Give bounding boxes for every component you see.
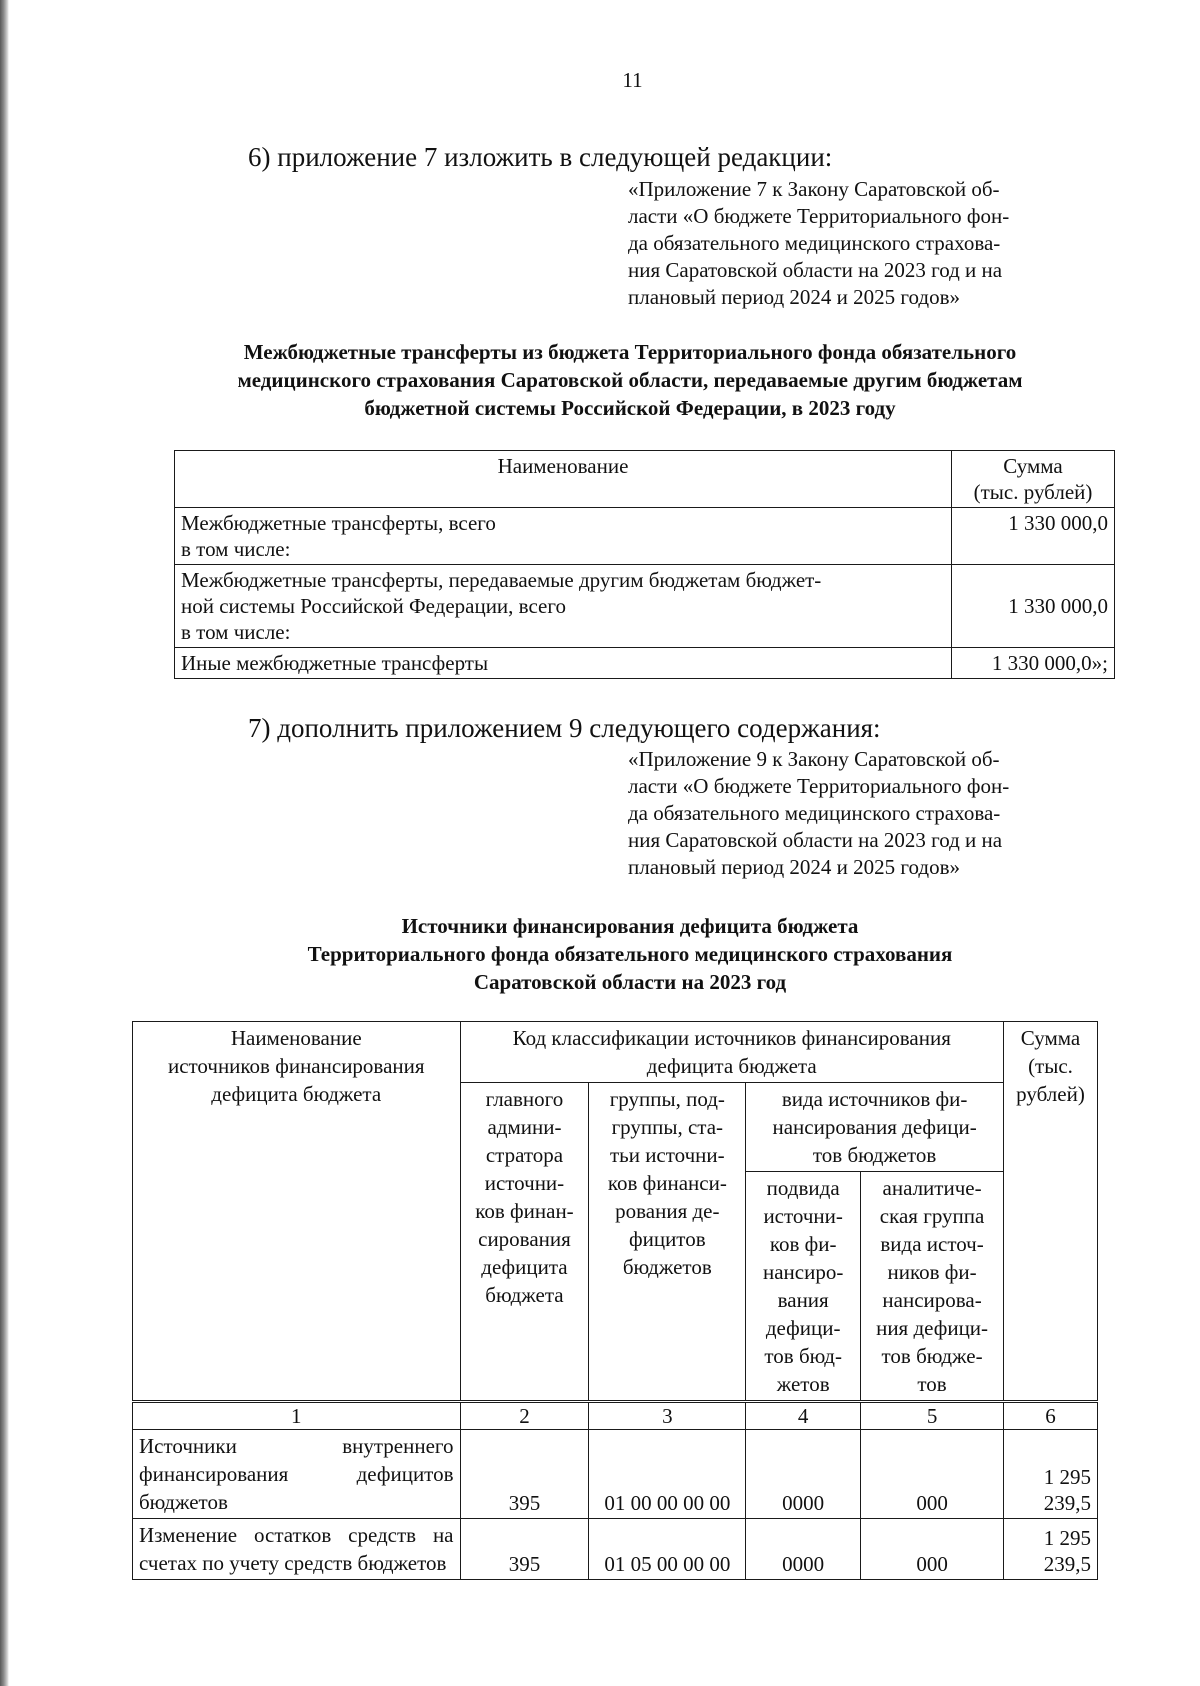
col-sum-header	[952, 451, 1115, 508]
header-line: вида источников фи-	[781, 1087, 968, 1111]
header-line: админи-	[487, 1115, 562, 1139]
header-line: дефицита	[481, 1255, 568, 1279]
section6-heading: 6) приложение 7 изложить в следующей редакции:	[248, 142, 833, 172]
scan-edge	[0, 0, 9, 1686]
header-line: тов бюд-	[764, 1344, 842, 1368]
note-line: да обязательного медицинского страхова-	[628, 231, 1001, 255]
title-line: бюджетной системы Российской Федерации, в 2023 году	[364, 396, 896, 420]
col-sum-line: (тыс. рублей)	[973, 480, 1093, 504]
title-line: Саратовской области на 2023 год	[473, 970, 787, 994]
title-line: Территориального фонда обязательного медицинского страхования	[307, 942, 953, 966]
header-line: дефицита бюджета	[646, 1054, 817, 1078]
row-sum: 1 295 239,5	[1004, 1430, 1098, 1519]
transfers-table	[174, 450, 1115, 679]
section6-appendix-note	[628, 176, 1088, 311]
header-line: тьи источни-	[609, 1143, 725, 1167]
table-row	[175, 565, 1115, 648]
header-line: нансирования дефици-	[772, 1115, 977, 1139]
header-line: группы, ста-	[611, 1115, 724, 1139]
note-line: да обязательного медицинского страхова-	[628, 801, 1001, 825]
table-row	[133, 1430, 1098, 1519]
table-header-row	[175, 451, 1115, 508]
header-line: ков фи-	[769, 1232, 837, 1256]
header-line: источни-	[763, 1204, 843, 1228]
note-line: ния Саратовской области на 2023 год и на	[628, 258, 1003, 282]
note-line: ния Саратовской области на 2023 год и на	[628, 828, 1003, 852]
header-line: главного	[485, 1087, 564, 1111]
note-line: «Приложение 9 к Закону Саратовской об-	[628, 747, 1000, 771]
header-line: рования де-	[615, 1199, 720, 1223]
col-number: 1	[133, 1402, 461, 1430]
header-line: стратора	[485, 1143, 564, 1167]
section7-appendix-note	[628, 746, 1088, 881]
h-name-cell	[133, 1022, 461, 1402]
header-line: ская группа	[879, 1204, 985, 1228]
h-group-cell	[589, 1083, 746, 1402]
section7-heading: 7) дополнить приложением 9 следующего содержания:	[248, 713, 881, 743]
table-row	[175, 508, 1115, 565]
h-sum-cell	[1004, 1022, 1098, 1402]
row-sum: 1 330 000,0	[952, 565, 1115, 648]
header-line: тов	[917, 1372, 947, 1396]
col-name-header: Наименование	[175, 451, 952, 508]
row-name-line: в том числе:	[181, 537, 291, 561]
row-name: Иные межбюджетные трансферты	[175, 648, 952, 679]
row-sum: 1 330 000,0	[952, 508, 1115, 565]
row-group-code: 01 00 00 00 00	[589, 1430, 746, 1519]
header-line: аналитиче-	[882, 1176, 982, 1200]
header-line: ков финан-	[475, 1199, 574, 1223]
note-line: ласти «О бюджете Территориального фон-	[628, 204, 1010, 228]
header-line: ния дефици-	[876, 1316, 989, 1340]
header-line: группы, под-	[609, 1087, 725, 1111]
deficit-sources-table	[132, 1021, 1098, 1580]
section6-table-title	[160, 338, 1100, 422]
header-line: вида источ-	[880, 1232, 984, 1256]
title-line: Межбюджетные трансферты из бюджета Территориального фонда обязательного	[243, 340, 1017, 364]
header-row-1	[133, 1022, 1098, 1083]
header-line: (тыс. рублей)	[1016, 1054, 1085, 1106]
col-number: 2	[460, 1402, 589, 1430]
header-line: Сумма	[1020, 1026, 1081, 1050]
header-line: подвида	[766, 1176, 840, 1200]
note-line: плановый период 2024 и 2025 годов»	[628, 855, 960, 879]
row-subkind-code: 0000	[746, 1430, 861, 1519]
col-number: 5	[861, 1402, 1004, 1430]
row-name	[175, 508, 952, 565]
note-line: плановый период 2024 и 2025 годов»	[628, 285, 960, 309]
header-line: Код классификации источников финансирования	[512, 1026, 951, 1050]
header-line: жетов	[776, 1372, 830, 1396]
header-line: источни-	[484, 1171, 565, 1195]
row-group-code: 01 05 00 00 00	[589, 1519, 746, 1580]
col-sum-line: Сумма	[1003, 454, 1063, 478]
col-number: 4	[746, 1402, 861, 1430]
row-name-line: ной системы Российской Федерации, всего	[181, 594, 566, 618]
title-line: медицинского страхования Саратовской области, передаваемые другим бюджетам	[237, 368, 1023, 392]
header-line: фицитов	[628, 1227, 706, 1251]
row-name-line: Межбюджетные трансферты, передаваемые другим бюджетам бюджет-	[181, 568, 822, 592]
header-line: тов бюджетов	[812, 1143, 937, 1167]
h-analytic-cell	[861, 1172, 1004, 1402]
column-number-row	[133, 1402, 1098, 1430]
header-line: источников финансирования	[167, 1054, 425, 1078]
row-admin-code: 395	[460, 1430, 589, 1519]
header-line: тов бюдже-	[881, 1344, 983, 1368]
table-row	[133, 1519, 1098, 1580]
title-line: Источники финансирования дефицита бюджета	[401, 914, 859, 938]
section7-table-title	[160, 912, 1100, 996]
header-line: дефицита бюджета	[211, 1082, 382, 1106]
h-kind-cell	[746, 1083, 1004, 1172]
row-sum: 1 295 239,5	[1004, 1519, 1098, 1580]
row-name-line: в том числе:	[181, 620, 291, 644]
header-line: ков финанси-	[607, 1171, 727, 1195]
row-name: Источники внутреннего финансирования дефицитов бюджетов	[133, 1430, 461, 1519]
col-number: 6	[1004, 1402, 1098, 1430]
row-admin-code: 395	[460, 1519, 589, 1580]
header-line: сирования	[478, 1227, 571, 1251]
row-analytic-code: 000	[861, 1430, 1004, 1519]
header-line: бюджета	[485, 1283, 564, 1307]
row-name: Изменение остатков средств на счетах по учету средств бюджетов	[133, 1519, 461, 1580]
header-line: вания	[777, 1288, 829, 1312]
row-sum: 1 330 000,0»;	[952, 648, 1115, 679]
header-line: Наименование	[230, 1026, 362, 1050]
header-line: ников фи-	[887, 1260, 977, 1284]
h-code-cell	[460, 1022, 1004, 1083]
header-line: нансирова-	[882, 1288, 982, 1312]
row-analytic-code: 000	[861, 1519, 1004, 1580]
row-subkind-code: 0000	[746, 1519, 861, 1580]
row-name-line: Межбюджетные трансферты, всего	[181, 511, 496, 535]
header-line: дефици-	[765, 1316, 841, 1340]
header-line: бюджетов	[622, 1255, 712, 1279]
page-number: 11	[622, 68, 643, 92]
row-name	[175, 565, 952, 648]
note-line: «Приложение 7 к Закону Саратовской об-	[628, 177, 1000, 201]
h-subkind-cell	[746, 1172, 861, 1402]
note-line: ласти «О бюджете Территориального фон-	[628, 774, 1010, 798]
table-row	[175, 648, 1115, 679]
h-admin-cell	[460, 1083, 589, 1402]
col-number: 3	[589, 1402, 746, 1430]
header-line: нансиро-	[762, 1260, 844, 1284]
